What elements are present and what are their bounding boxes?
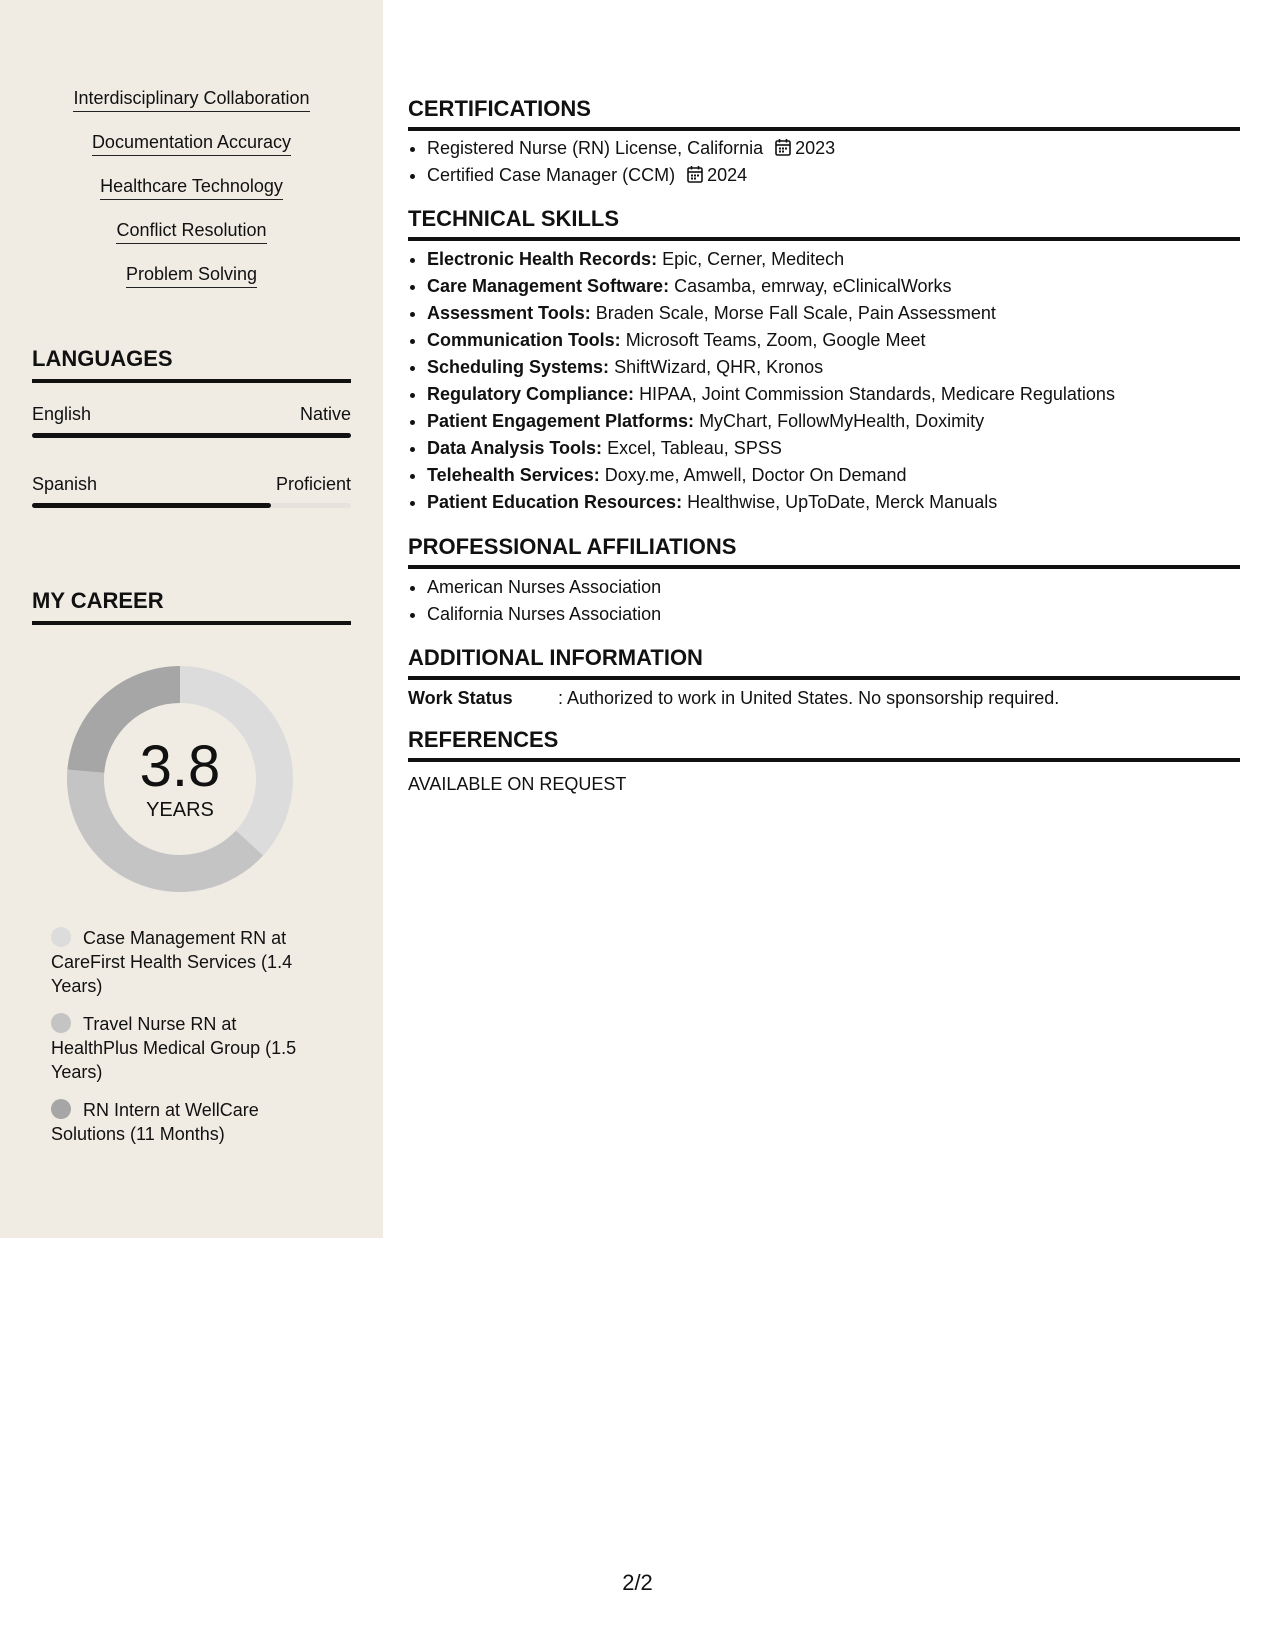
certification-item	[427, 135, 835, 162]
additional-info-heading: ADDITIONAL INFORMATION	[408, 645, 1240, 680]
work-status	[408, 686, 1059, 710]
technical-skill-value: HIPAA, Joint Commission Standards, Medicare Regulations	[639, 384, 1115, 404]
career-legend	[51, 926, 321, 1160]
language-row-english	[32, 403, 351, 425]
technical-skill-value: Microsoft Teams, Zoom, Google Meet	[625, 330, 926, 350]
language-bar-english	[32, 433, 351, 438]
skill-item: Healthcare Technology	[100, 174, 283, 200]
technical-skill-value: Doxy.me, Amwell, Doctor On Demand	[604, 465, 907, 485]
work-status-label: Work Status	[408, 688, 513, 708]
technical-skill-item	[427, 408, 1115, 435]
technical-skills-heading: TECHNICAL SKILLS	[408, 206, 1240, 241]
affiliations-heading: PROFESSIONAL AFFILIATIONS	[408, 534, 1240, 569]
references-heading: REFERENCES	[408, 727, 1240, 762]
technical-skill-label: Care Management Software:	[427, 276, 670, 296]
legend-dot	[51, 1099, 71, 1119]
affiliations-list	[408, 574, 661, 628]
language-bar-fill	[32, 503, 271, 508]
affiliation-item: • American Nurses Association	[427, 574, 661, 601]
technical-skill-item	[427, 246, 1115, 273]
legend-dot	[51, 927, 71, 947]
certification-year: 2024	[707, 165, 748, 185]
calendar-icon	[687, 165, 703, 183]
career-item-label: Travel Nurse RN at HealthPlus Medical Group (1.5 Years)	[51, 1014, 297, 1082]
language-level: Proficient	[275, 474, 351, 494]
certification-item	[427, 162, 835, 189]
career-total-unit: YEARS	[146, 799, 214, 821]
language-level: Native	[299, 404, 351, 424]
certification-year: 2023	[795, 138, 836, 158]
skill-item: Conflict Resolution	[116, 218, 266, 244]
technical-skill-item	[427, 462, 1115, 489]
technical-skill-item	[427, 354, 1115, 381]
language-bar-fill	[32, 433, 351, 438]
language-bar-spanish	[32, 503, 351, 508]
work-status-value: : Authorized to work in United States. No sponsorship required.	[558, 688, 1060, 708]
skill-item: Documentation Accuracy	[92, 130, 291, 156]
technical-skills-list	[408, 246, 1115, 516]
technical-skill-label: Communication Tools:	[427, 330, 621, 350]
technical-skill-value: Epic, Cerner, Meditech	[662, 249, 845, 269]
career-total	[65, 664, 295, 894]
skill-item: Problem Solving	[126, 262, 257, 288]
affiliation-item: • California Nurses Association	[427, 601, 661, 628]
career-heading: MY CAREER	[32, 588, 351, 625]
technical-skill-label: Scheduling Systems:	[427, 357, 610, 377]
technical-skill-label: Patient Education Resources:	[427, 492, 683, 512]
technical-skill-item	[427, 435, 1115, 462]
career-item	[51, 1012, 321, 1084]
language-name: Spanish	[32, 474, 98, 494]
technical-skill-value: Braden Scale, Morse Fall Scale, Pain Assessment	[595, 303, 996, 323]
career-item-label: RN Intern at WellCare Solutions (11 Months)	[51, 1100, 259, 1144]
technical-skill-value: ShiftWizard, QHR, Kronos	[614, 357, 824, 377]
certification-name: Registered Nurse (RN) License, California	[427, 138, 764, 158]
skill-item: Interdisciplinary Collaboration	[73, 86, 309, 112]
technical-skill-item	[427, 381, 1115, 408]
technical-skill-label: Assessment Tools:	[427, 303, 591, 323]
technical-skill-item	[427, 489, 1115, 516]
references-text: AVAILABLE ON REQUEST	[408, 774, 627, 794]
skills-list	[0, 86, 383, 306]
technical-skill-item	[427, 273, 1115, 300]
technical-skill-label: Electronic Health Records:	[427, 249, 658, 269]
technical-skill-label: Data Analysis Tools:	[427, 438, 603, 458]
career-item	[51, 926, 321, 998]
career-item-label: Case Management RN at CareFirst Health Services (1.4 Years)	[51, 928, 293, 996]
calendar-icon	[775, 138, 791, 156]
technical-skill-label: Regulatory Compliance:	[427, 384, 635, 404]
technical-skill-item	[427, 327, 1115, 354]
technical-skill-item	[427, 300, 1115, 327]
career-total-value: 3.8	[139, 734, 221, 799]
page-number: 2/2	[622, 1570, 653, 1595]
certifications-heading: CERTIFICATIONS	[408, 96, 1240, 131]
technical-skill-label: Patient Engagement Platforms:	[427, 411, 695, 431]
sidebar	[0, 0, 383, 1238]
technical-skill-value: Excel, Tableau, SPSS	[607, 438, 782, 458]
language-row-spanish	[32, 473, 351, 495]
technical-skill-value: Casamba, emrway, eClinicalWorks	[674, 276, 952, 296]
technical-skill-value: MyChart, FollowMyHealth, Doximity	[699, 411, 985, 431]
certification-name: Certified Case Manager (CCM)	[427, 165, 676, 185]
languages-heading: LANGUAGES	[32, 346, 351, 383]
legend-dot	[51, 1013, 71, 1033]
career-item	[51, 1098, 321, 1146]
technical-skill-label: Telehealth Services:	[427, 465, 600, 485]
technical-skill-value: Healthwise, UpToDate, Merck Manuals	[687, 492, 998, 512]
certifications-list	[408, 135, 835, 189]
language-name: English	[32, 404, 92, 424]
